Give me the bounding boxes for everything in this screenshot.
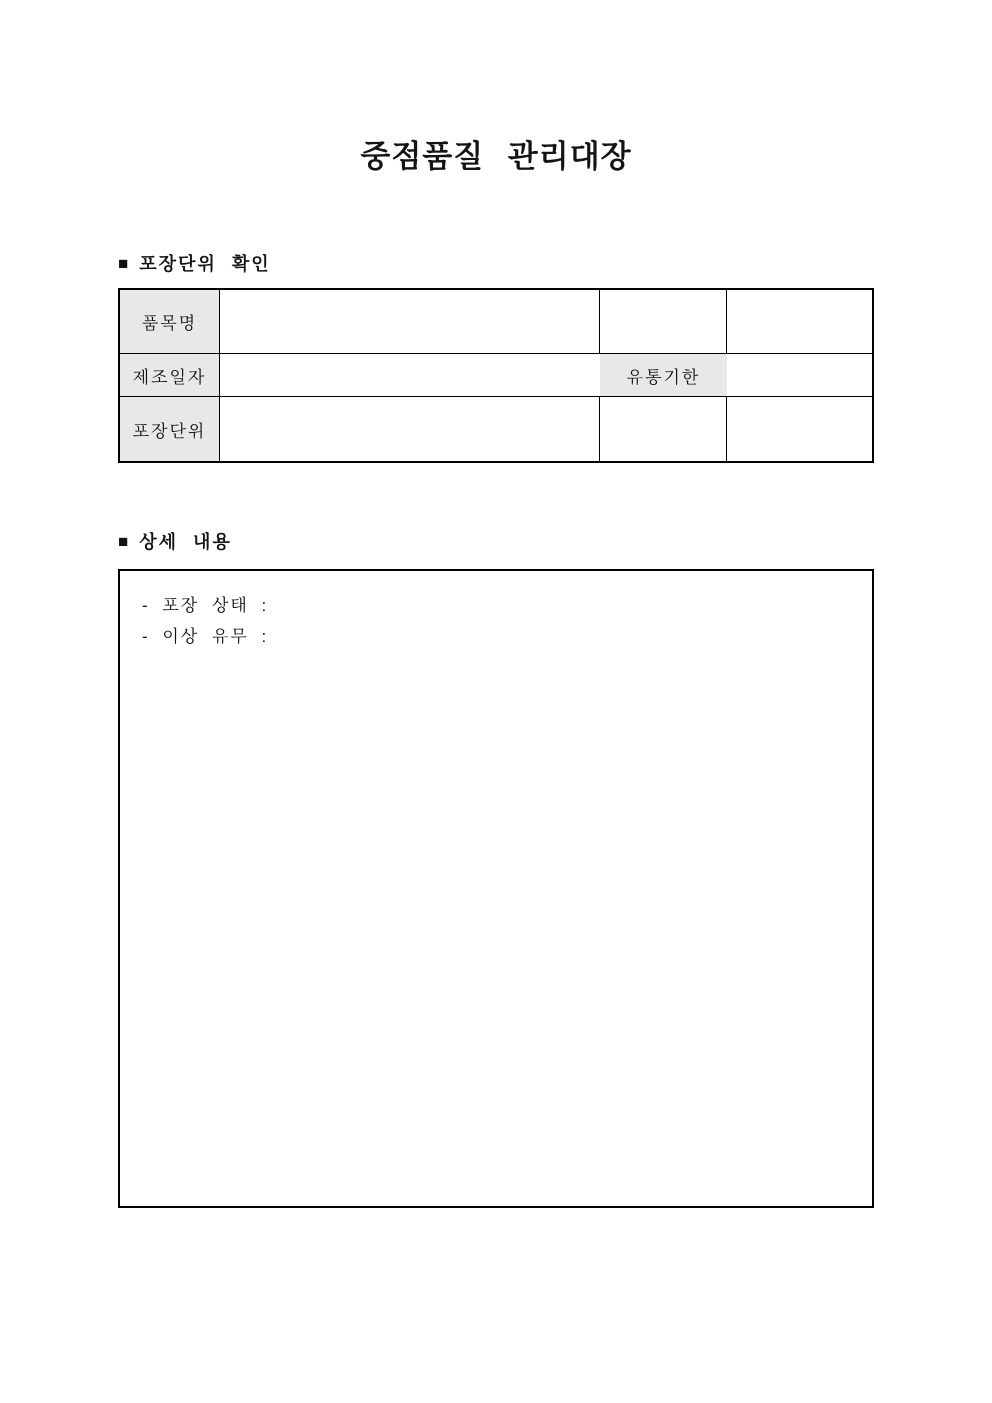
black-square-icon: ■ [118,253,129,273]
row1-extra-cell-2 [727,290,872,354]
manufacture-date-label-cell: 제조일자 [120,354,220,397]
black-square-icon: ■ [118,531,129,551]
package-unit-label-cell: 포장단위 [120,397,220,461]
document-title: 중점품질 관리대장 [360,139,632,174]
row3-extra-cell-2 [727,397,872,461]
row3-extra-cell-1 [600,397,727,461]
expiration-date-value-cell [727,354,872,397]
section-heading-detail-label: 상세 내용 [139,532,232,552]
expiration-date-label-cell: 유통기한 [600,354,727,397]
package-unit-table [118,288,874,463]
section-heading-package-unit-label: 포장단위 확인 [139,254,271,274]
row1-extra-cell-1 [600,290,727,354]
section-heading-package-unit [118,250,271,276]
section-heading-detail [118,528,232,554]
item-name-label-cell: 품목명 [120,290,220,354]
abnormality-line: - 이상 유무 : [142,627,269,646]
packaging-state-line: - 포장 상태 : [142,596,269,615]
package-unit-value-cell [220,397,600,461]
item-name-value-cell [220,290,600,354]
manufacture-date-value-cell [220,354,600,397]
detail-content-box [118,569,874,1208]
